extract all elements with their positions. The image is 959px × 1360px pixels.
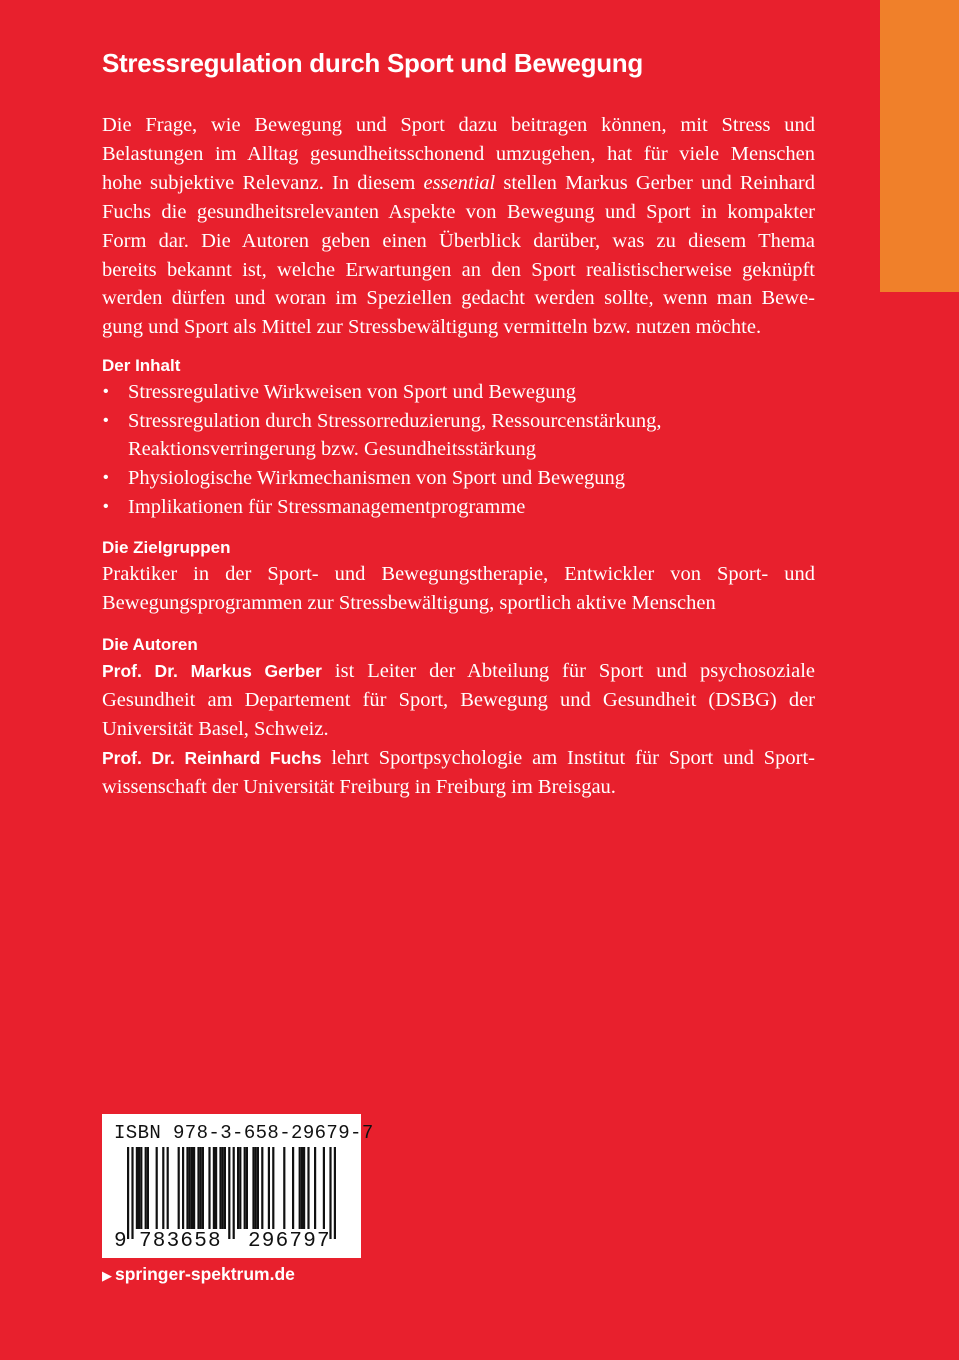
autoren-paragraph — [102, 657, 815, 802]
barcode-bar — [138, 1147, 140, 1229]
barcode-bar — [186, 1147, 188, 1229]
barcode-bar — [145, 1147, 147, 1229]
barcode-bar — [299, 1147, 301, 1229]
barcode-bar — [272, 1147, 274, 1229]
autoren-heading: Die Autoren — [102, 635, 198, 655]
barcode-bar — [219, 1147, 221, 1229]
inhalt-heading: Der Inhalt — [102, 356, 181, 376]
barcode-bar — [314, 1147, 316, 1229]
barcode-bar — [167, 1147, 169, 1229]
arrow-right-icon: ▶ — [102, 1268, 112, 1283]
barcode-bar — [323, 1147, 325, 1229]
barcode-bar — [147, 1147, 149, 1229]
barcode-bar — [303, 1147, 305, 1229]
barcode-bar — [292, 1147, 294, 1229]
barcode-box — [102, 1114, 374, 1258]
intro-line — [102, 169, 815, 198]
bullet-icon: • — [103, 411, 109, 429]
intro-line: Form dar. Die Autoren geben einen Überblick darüber, was zu diesem Thema — [102, 229, 815, 252]
barcode-bar — [178, 1147, 180, 1229]
intro-line: gung und Sport als Mittel zur Stressbewältigung vermitteln bzw. nutzen möchte. — [102, 316, 762, 339]
zielgruppen-paragraph — [102, 560, 815, 618]
publisher-link[interactable] — [102, 1264, 295, 1285]
barcode-bar — [252, 1147, 254, 1229]
barcode-bar — [202, 1147, 204, 1229]
barcode-bar — [136, 1147, 138, 1229]
author2-line — [102, 744, 815, 773]
barcode-bar — [222, 1147, 224, 1229]
barcode-bar — [197, 1147, 199, 1229]
author2-text: lehrt Sportpsychologie am Institut für Sport und Sport- — [321, 746, 815, 769]
list-item-text: Physiologische Wirkmechanismen von Sport und Bewegung — [128, 467, 626, 490]
list-item — [102, 493, 815, 522]
ean-left-digits: 783658 — [139, 1230, 222, 1253]
orange-tab — [880, 0, 959, 292]
barcode-bar — [127, 1147, 129, 1239]
barcode-bar — [239, 1147, 241, 1229]
barcode-bar — [255, 1147, 257, 1229]
barcode-bar — [268, 1147, 270, 1229]
barcode-bar — [244, 1147, 246, 1229]
author2-line: wissenschaft der Universität Freiburg in Freiburg im Breisgau. — [102, 775, 616, 798]
barcode-bar — [189, 1147, 191, 1229]
list-item-text: Reaktionsverringerung bzw. Gesundheitsstärkung — [128, 438, 537, 461]
barcode-bar — [237, 1147, 239, 1229]
list-item — [102, 407, 815, 464]
page-title: Stressregulation durch Sport und Bewegung — [102, 48, 643, 78]
barcode-bar — [233, 1147, 235, 1239]
ean-first-digit: 9 — [114, 1230, 127, 1253]
author1-line: Gesundheit am Departement für Sport, Bewegung und Gesundheit (DSBG) der — [102, 688, 815, 711]
bullet-icon: • — [103, 469, 109, 487]
intro-paragraph — [102, 111, 815, 342]
barcode-bar — [246, 1147, 248, 1229]
list-item — [102, 464, 815, 493]
barcode-bar — [131, 1147, 133, 1239]
barcode-bar — [208, 1147, 210, 1229]
author1-text: ist Leiter der Abteilung für Sport und psychosoziale — [321, 660, 815, 683]
intro-line: Belastungen im Alltag gesundheitsschonend umzugehen, hat für viele Menschen — [102, 142, 815, 165]
barcode-bar — [307, 1147, 309, 1229]
barcode-bar — [215, 1147, 217, 1229]
bullet-icon: • — [103, 497, 109, 515]
barcode-bar — [334, 1147, 336, 1239]
intro-line: bereits bekannt ist, welche Erwartungen an den Sport realistischerweise geknüpft — [102, 258, 815, 281]
intro-line: werden dürfen und woran im Speziellen gedacht werden sollte, wenn man Bewe- — [102, 287, 815, 310]
barcode-bar — [257, 1147, 259, 1229]
bullet-icon: • — [103, 383, 109, 401]
author1-name: Prof. Dr. Markus Gerber — [102, 661, 322, 682]
author2-name: Prof. Dr. Reinhard Fuchs — [102, 747, 322, 768]
barcode-bar — [283, 1147, 285, 1229]
barcode-bar — [140, 1147, 142, 1229]
publisher-url: springer-spektrum.de — [115, 1264, 295, 1284]
barcode-bar — [213, 1147, 215, 1229]
inhalt-list — [102, 378, 815, 521]
zielgruppen-line: Bewegungsprogrammen zur Stressbewältigung, sportlich aktive Menschen — [102, 592, 716, 615]
intro-line: Die Frage, wie Bewegung und Sport dazu beitragen können, mit Stress und — [102, 114, 815, 136]
barcode-bar — [162, 1147, 164, 1229]
barcode-bar — [191, 1147, 193, 1229]
essential-word: essential — [423, 171, 496, 194]
barcode-bar — [228, 1147, 230, 1239]
intro-line-part: stellen Markus Gerber und Reinhard — [503, 171, 816, 194]
barcode-bar — [200, 1147, 202, 1229]
list-item — [102, 378, 815, 407]
list-item-text: Implikationen für Stressmanagementprogramme — [128, 495, 526, 518]
barcode-bar — [329, 1147, 331, 1239]
barcode-bar — [261, 1147, 263, 1229]
barcode-bar — [224, 1147, 226, 1229]
intro-line-part: hohe subjektive Relevanz. In diesem — [102, 171, 416, 194]
zielgruppen-line: Praktiker in der Sport- und Bewegungstherapie, Entwickler von Sport- und — [102, 563, 815, 586]
barcode-bar — [193, 1147, 195, 1229]
barcode-bar — [301, 1147, 303, 1229]
list-item-text: Stressregulation durch Stressorreduzierung, Ressourcenstärkung, — [128, 409, 662, 432]
ean-right-digits: 296797 — [248, 1230, 331, 1253]
author1-line: Universität Basel, Schweiz. — [102, 717, 329, 740]
zielgruppen-heading: Die Zielgruppen — [102, 538, 231, 558]
list-item-text: Stressregulative Wirkweisen von Sport und Bewegung — [128, 381, 577, 404]
main-content — [102, 111, 815, 802]
barcode-bar — [182, 1147, 184, 1229]
intro-line: Fuchs die gesundheitsrelevanten Aspekte von Bewegung und Sport in kompakter — [102, 200, 815, 223]
isbn-label: ISBN 978-3-658-29679-7 — [114, 1122, 374, 1144]
barcode-bar — [156, 1147, 158, 1229]
author1-line — [102, 657, 815, 686]
